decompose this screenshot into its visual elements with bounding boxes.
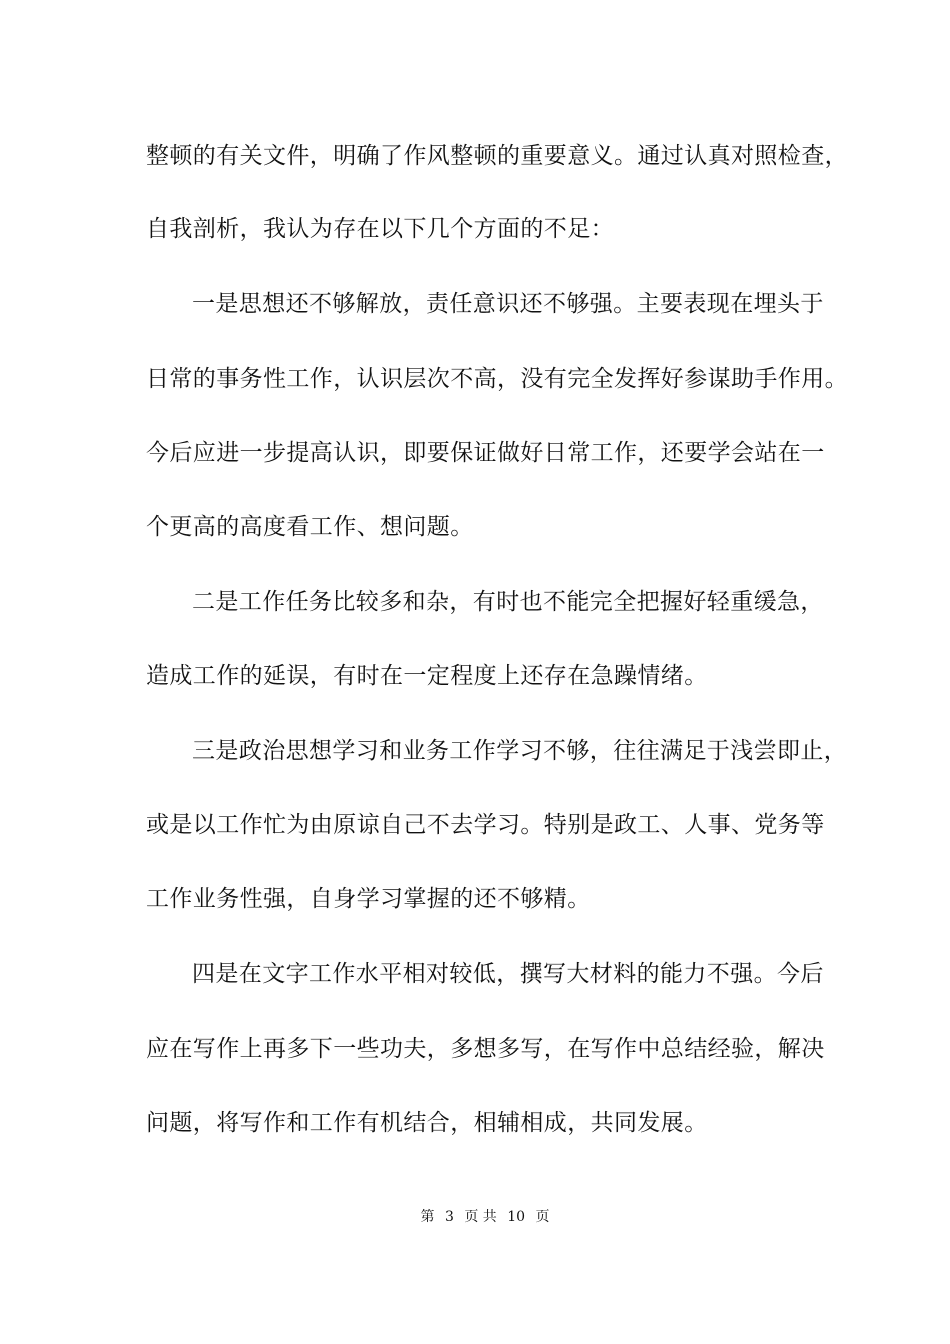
paragraph-first-line: 三是政治思想学习和业务工作学习不够，往往满足于浅尝即止，: [192, 738, 848, 764]
text-line: 问题，将写作和工作有机结合，相辅相成，共同发展。: [146, 1110, 708, 1136]
paragraph-first-line: 二是工作任务比较多和杂，有时也不能完全把握好轻重缓急，: [192, 589, 824, 615]
total-pages-number: 10: [507, 1209, 526, 1225]
paragraph-first-line: 四是在文字工作水平相对较低，撰写大材料的能力不强。今后: [192, 961, 824, 987]
page-label-mid: 页 共: [464, 1209, 497, 1225]
text-line: 应在写作上再多下一些功夫，多想多写，在写作中总结经验，解决: [146, 1036, 825, 1062]
text-line: 自我剖析，我认为存在以下几个方面的不足：: [146, 216, 614, 242]
page-number-footer: [0, 1208, 950, 1226]
page-label-prefix: 第: [420, 1209, 435, 1225]
current-page-number: 3: [444, 1209, 454, 1225]
page-label-suffix: 页: [535, 1209, 550, 1225]
text-line: 今后应进一步提高认识，即要保证做好日常工作，还要学会站在一: [146, 440, 825, 466]
text-line: 或是以工作忙为由原谅自己不去学习。特别是政工、人事、党务等: [146, 812, 825, 838]
text-line: 日常的事务性工作，认识层次不高，没有完全发挥好参谋助手作用。: [146, 366, 848, 392]
text-line: 造成工作的延误，有时在一定程度上还存在急躁情绪。: [146, 663, 708, 689]
text-line: 整顿的有关文件，明确了作风整顿的重要意义。通过认真对照检查，: [146, 143, 848, 169]
text-line: 工作业务性强，自身学习掌握的还不够精。: [146, 886, 591, 912]
paragraph-first-line: 一是思想还不够解放，责任意识还不够强。主要表现在埋头于: [192, 291, 824, 317]
text-line: 个更高的高度看工作、想问题。: [146, 514, 474, 540]
